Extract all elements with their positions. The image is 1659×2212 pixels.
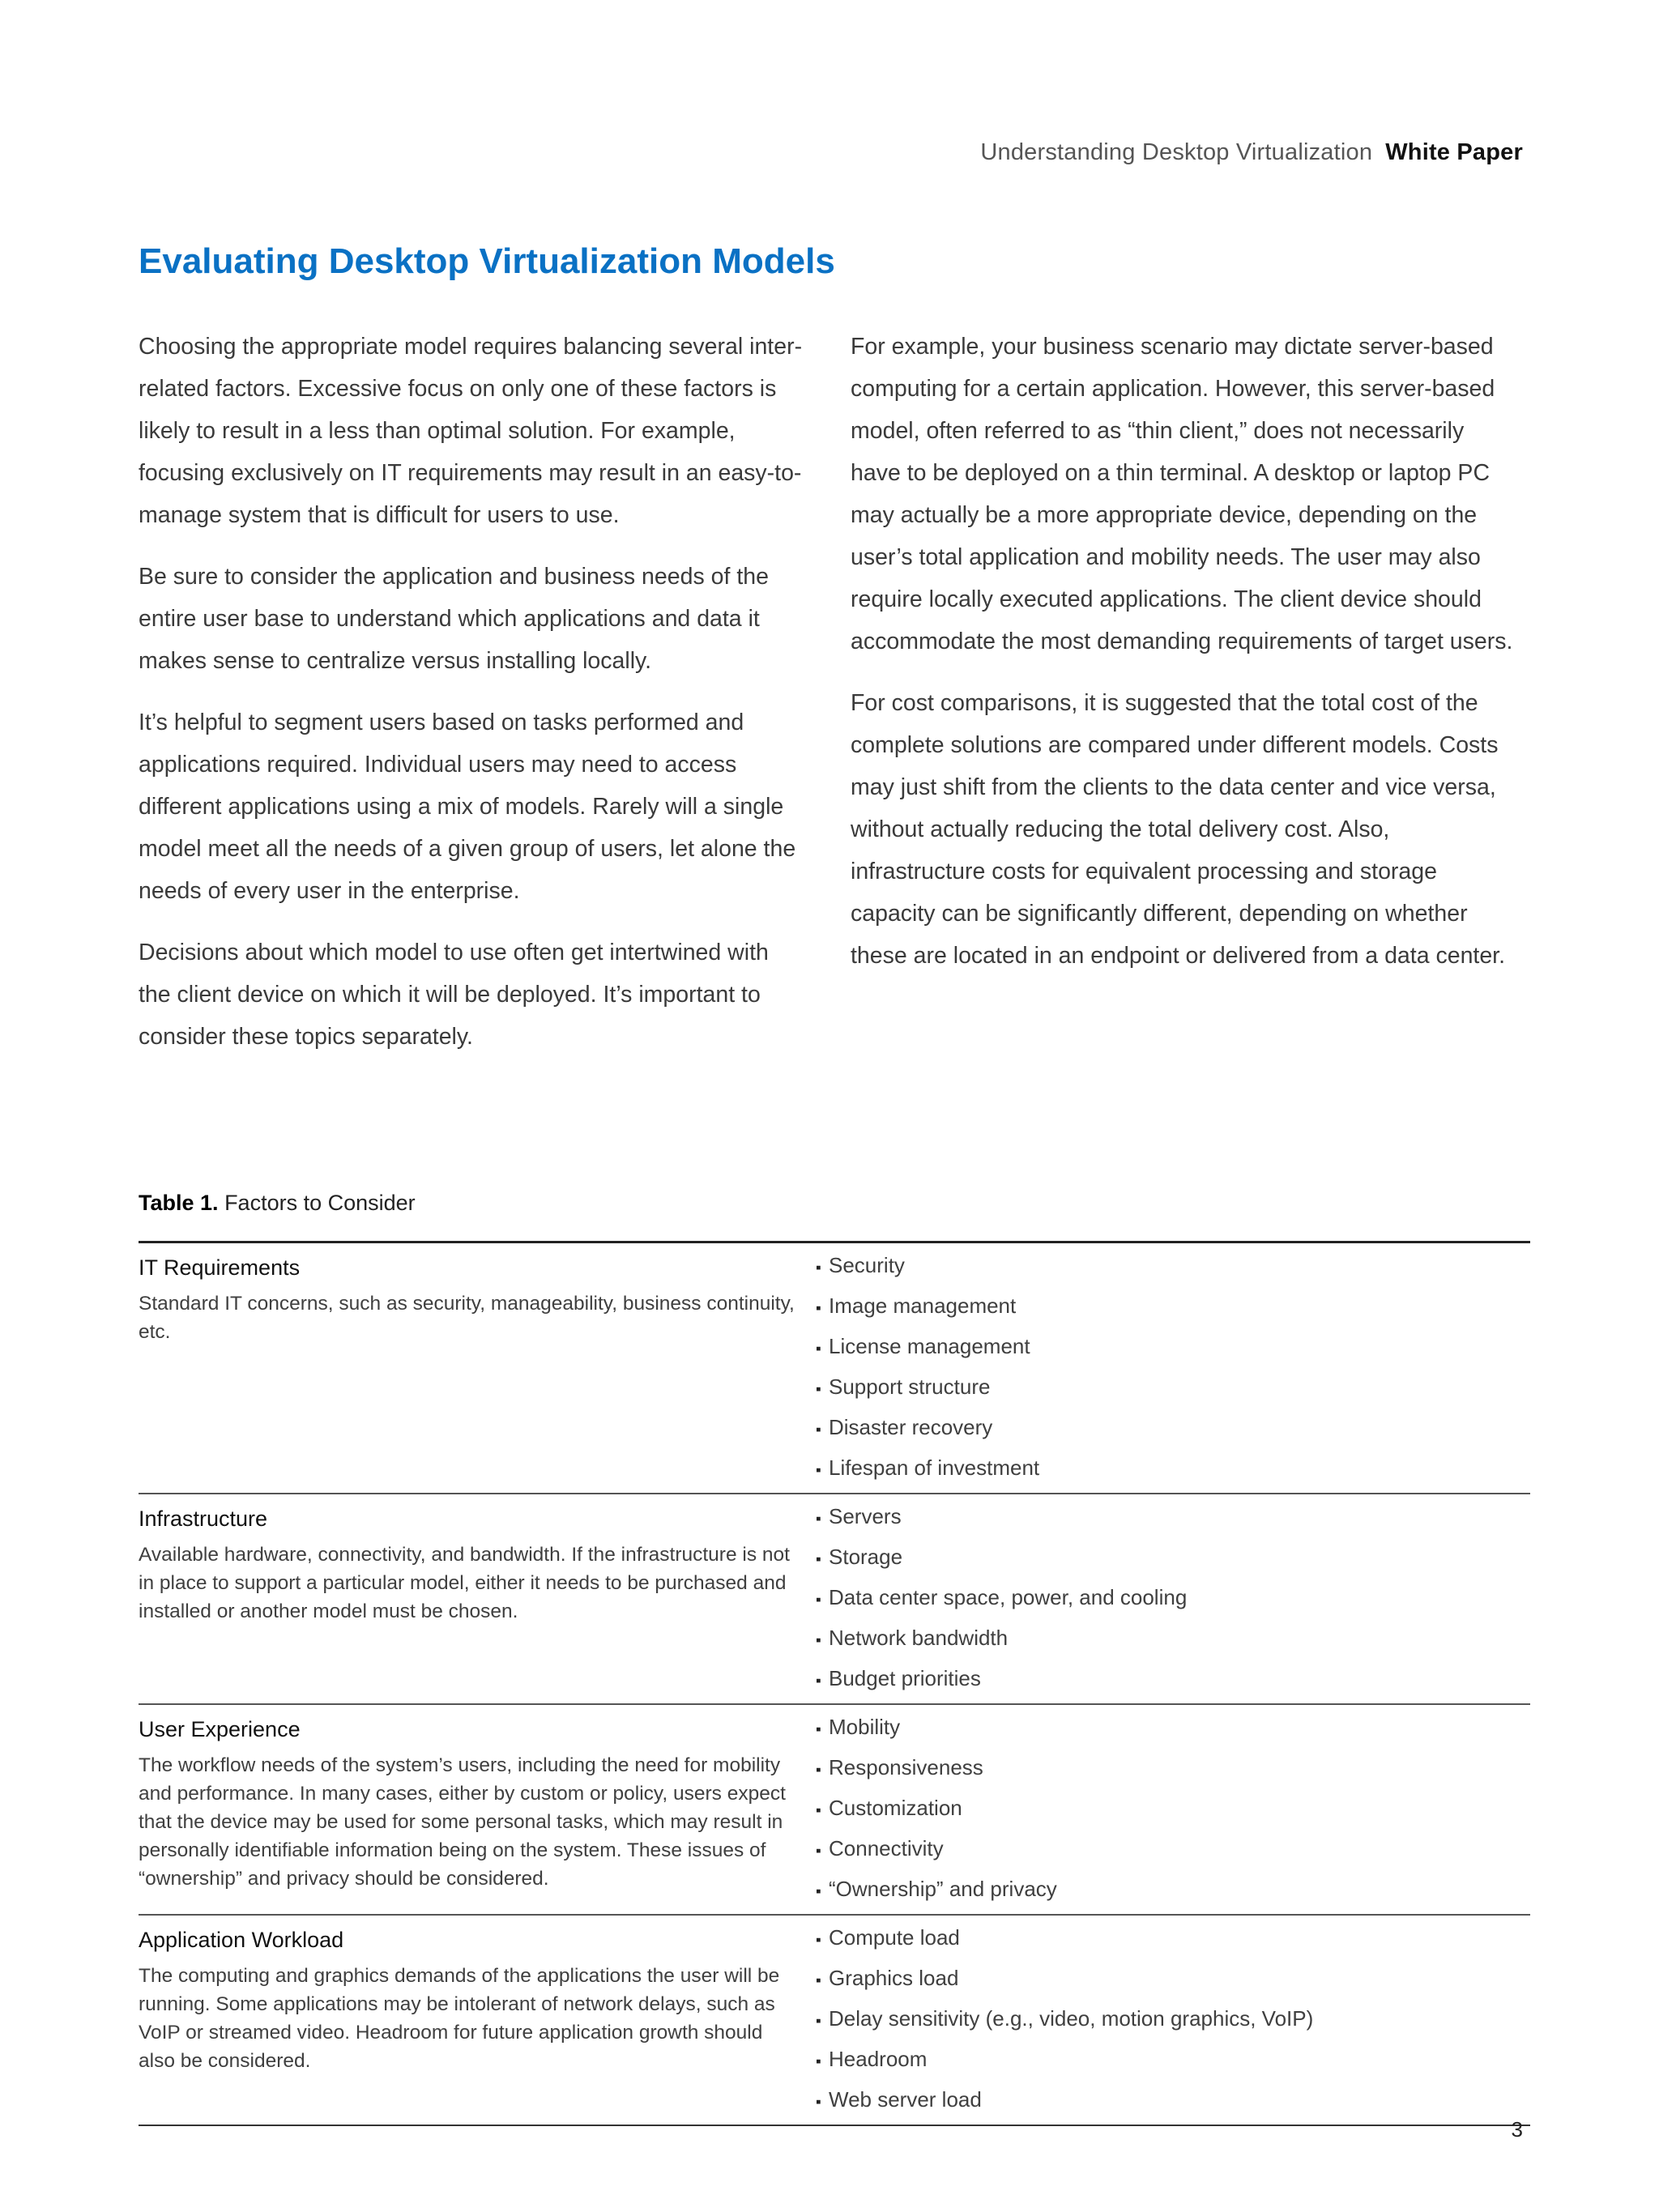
page-number: 3	[1511, 2117, 1523, 2142]
list-item: ▪ Image management	[816, 1287, 1530, 1328]
list-item: ▪ Delay sensitivity (e.g., video, motion graphics, VoIP)	[816, 2000, 1530, 2040]
list-item: ▪ License management	[816, 1328, 1530, 1368]
list-item: ▪ Support structure	[816, 1368, 1530, 1409]
left-column	[139, 326, 803, 1077]
factor-items-list	[816, 1919, 1530, 2121]
paragraph: For cost comparisons, it is suggested that the total cost of the complete solutions are compared under different models. Costs may just shift from the clients to the data center and vice versa, without actually reducing the total delivery cost. Also, infrastructure costs for equivalent processing and storage capacity can be significantly different, depending on whether these are located in an endpoint or delivered from a data center.	[851, 690, 1506, 969]
factor-items-list	[816, 1708, 1530, 1911]
list-item: ▪ Security	[816, 1247, 1530, 1287]
list-item: ▪ Mobility	[816, 1708, 1530, 1749]
list-item: ▪ Network bandwidth	[816, 1619, 1530, 1660]
factor-items-cell	[816, 1916, 1530, 2125]
table-row	[139, 1493, 1530, 1703]
list-item: ▪ Customization	[816, 1789, 1530, 1830]
factor-items-cell	[816, 1705, 1530, 1914]
factor-name: IT Requirements	[139, 1255, 301, 1280]
header-doc-type: White Paper	[1385, 139, 1523, 165]
section-title: Evaluating Desktop Virtualization Models	[139, 241, 835, 281]
list-item: ▪ Servers	[816, 1498, 1530, 1538]
list-item: ▪ Lifespan of investment	[816, 1449, 1530, 1490]
factor-cell	[139, 1494, 816, 1703]
list-item: ▪ Graphics load	[816, 1959, 1530, 2000]
factor-description: The workflow needs of the system’s users, including the need for mobility and performance. In many cases, either by custom or policy, users expect that the device may be used for some personal tasks, which may result in personally identifiable information being on the system. These issues of “ownership” and privacy should be considered.	[139, 1754, 786, 1890]
list-item: ▪ Budget priorities	[816, 1660, 1530, 1700]
factor-name: Application Workload	[139, 1928, 344, 1952]
paragraph: Choosing the appropriate model requires balancing several inter-related factors. Excessive focus on only one of these factors is likely to result in a less than optimal solution. For example, focusing exclusively on IT requirements may result in an easy-to-manage system that is difficult for users to use.	[139, 334, 803, 528]
factor-items-list	[816, 1498, 1530, 1700]
list-item: ▪ Headroom	[816, 2040, 1530, 2081]
table-caption	[139, 1191, 416, 1216]
right-column	[851, 326, 1515, 996]
factor-cell	[139, 1243, 816, 1493]
factor-description: Available hardware, connectivity, and bandwidth. If the infrastructure is not in place to support a particular model, either it needs to be purchased and installed or another model must be chosen.	[139, 1544, 790, 1622]
factor-items-cell	[816, 1243, 1530, 1493]
list-item: ▪ Storage	[816, 1538, 1530, 1579]
paragraph: Decisions about which model to use often get intertwined with the client device on which it will be deployed. It’s important to consider these topics separately.	[139, 940, 769, 1050]
running-header	[980, 139, 1523, 166]
list-item: ▪ Responsiveness	[816, 1749, 1530, 1789]
list-item: ▪ Connectivity	[816, 1830, 1530, 1870]
list-item: ▪ Compute load	[816, 1919, 1530, 1959]
factor-items-cell	[816, 1494, 1530, 1703]
table-row	[139, 1914, 1530, 2125]
header-doc-title: Understanding Desktop Virtualization	[980, 139, 1373, 165]
factors-table	[139, 1241, 1530, 2126]
factor-description: The computing and graphics demands of the applications the user will be running. Some applications may be intolerant of network delays, such as VoIP or streamed video. Headroom for future application growth should also be considered.	[139, 1965, 780, 2072]
factor-cell	[139, 1916, 816, 2125]
factor-name: Infrastructure	[139, 1507, 268, 1531]
factor-description: Standard IT concerns, such as security, manageability, business continuity, etc.	[139, 1293, 795, 1343]
table-row	[139, 1703, 1530, 1914]
list-item: ▪ “Ownership” and privacy	[816, 1870, 1530, 1911]
table-row	[139, 1243, 1530, 1493]
factor-cell	[139, 1705, 816, 1914]
list-item: ▪ Disaster recovery	[816, 1409, 1530, 1449]
list-item: ▪ Web server load	[816, 2081, 1530, 2121]
list-item: ▪ Data center space, power, and cooling	[816, 1579, 1530, 1619]
factor-items-list	[816, 1247, 1530, 1490]
paragraph: For example, your business scenario may dictate server-based computing for a certain application. However, this server-based model, often referred to as “thin client,” does not necessarily have to be deployed on a thin terminal. A desktop or laptop PC may actually be a more appropriate device, depending on the user’s total application and mobility needs. The user may also require locally executed applications. The client device should accommodate the most demanding requirements of target users.	[851, 334, 1513, 654]
factor-name: User Experience	[139, 1717, 301, 1741]
paragraph: Be sure to consider the application and business needs of the entire user base to understand which applications and data it makes sense to centralize versus installing locally.	[139, 564, 769, 674]
table-caption-text: Factors to Consider	[224, 1191, 416, 1215]
paragraph: It’s helpful to segment users based on tasks performed and applications required. Individual users may need to access different applications using a mix of models. Rarely will a single model meet all the needs of a given group of users, let alone the needs of every user in the enterprise.	[139, 710, 796, 904]
table-caption-label: Table 1.	[139, 1191, 219, 1215]
